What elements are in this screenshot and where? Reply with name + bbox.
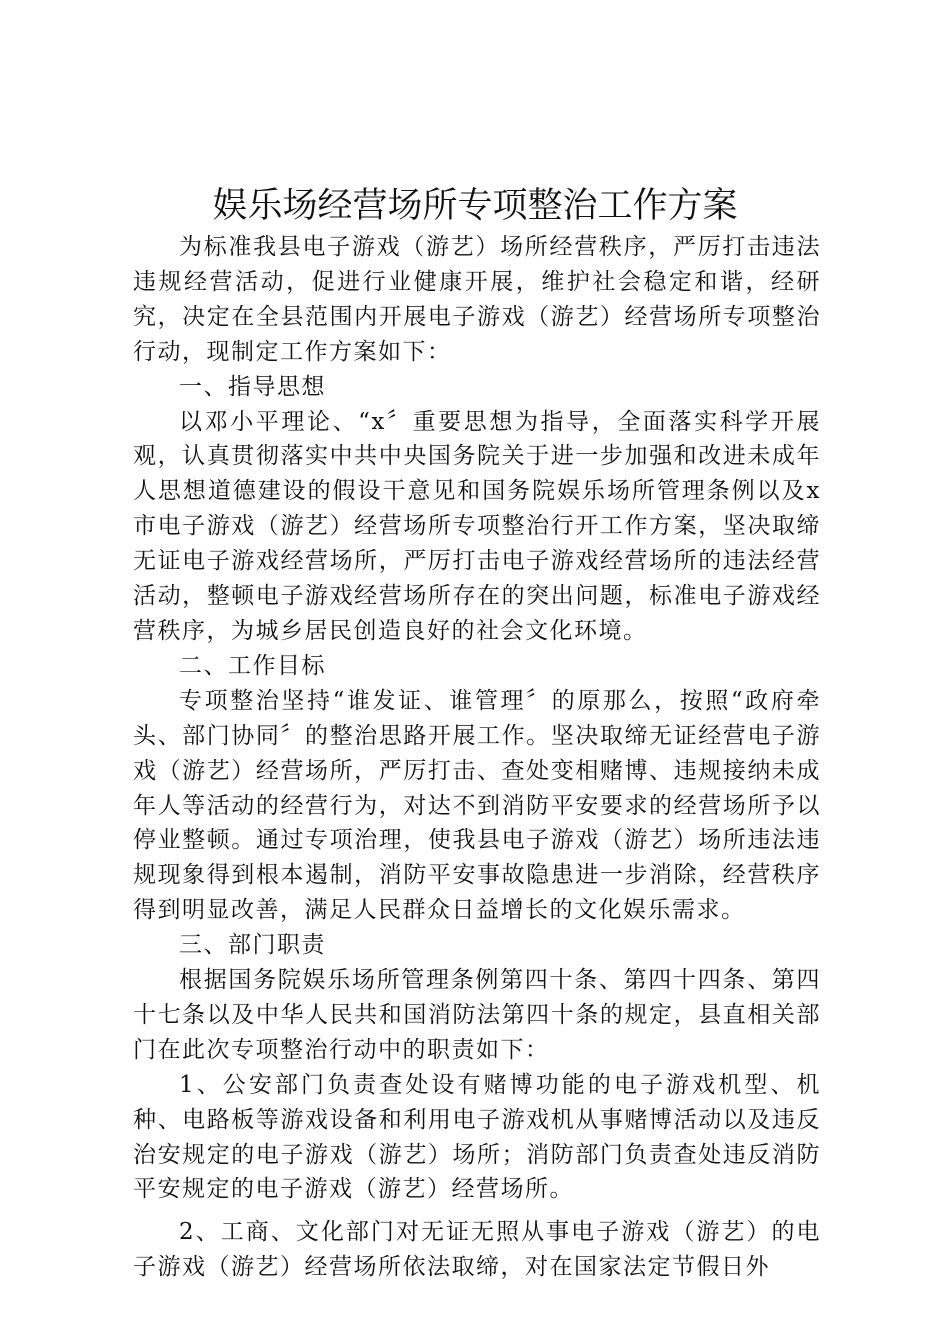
paragraph-department-duties: 根据国务院娱乐场所管理条例第四十条、第四十四条、第四十七条以及中华人民共和国消防法第四十条的规定，县直相关部门在此次专项整治行动中的职责如下： bbox=[133, 967, 821, 1063]
paragraph-guiding-thought: 以邓小平理论、“x〞重要思想为指导，全面落实科学开展观，认真贯彻落实中共中央国务院关于进一步加强和改进未成年人思想道德建设的假设干意见和国务院娱乐场所管理条例以及x市电子游戏（游艺）经营场所专项整治行开工作方案，坚决取缔无证电子游戏经营场所，严厉打击电子游戏经营场所的违法经营活动，整顿电子游戏经营场所存在的突出问题，标准电子游戏经营秩序，为城乡居民创造良好的社会文化环境。 bbox=[133, 408, 821, 644]
section-heading-guiding-thought: 一、指导思想 bbox=[179, 373, 326, 400]
paragraph-intro: 为标准我县电子游戏（游艺）场所经营秩序，严厉打击违法违规经营活动，促进行业健康开展，维护社会稳定和谐，经研究，决定在全县范围内开展电子游戏（游艺）经营场所专项整治行动，现制定工作方案如下： bbox=[133, 234, 821, 365]
paragraph-work-goals: 专项整治坚持“谁发证、谁管理〞的原那么，按照“政府牵头、部门协同〞的整治思路开展工作。坚决取缔无证经营电子游戏（游艺）经营场所，严厉打击、查处变相赌博、违规接纳未成年人等活动的经营行为，对达不到消防平安要求的经营场所予以停业整顿。通过专项治理，使我县电子游戏（游艺）场所违法违规现象得到根本遏制，消防平安事故隐患进一步消除，经营秩序得到明显改善，满足人民群众日益增长的文化娱乐需求。 bbox=[133, 687, 821, 924]
section-heading-department-duties: 三、部门职责 bbox=[179, 932, 326, 959]
paragraph-duty-item-1: 1、公安部门负责查处设有赌博功能的电子游戏机型、机种、电路板等游戏设备和利用电子游戏机从事赌博活动以及违反治安规定的电子游戏（游艺）场所；消防部门负责查处违反消防平安规定的电子游戏（游艺）经营场所。 bbox=[133, 1071, 821, 1203]
section-heading-work-goals: 二、工作目标 bbox=[179, 652, 326, 679]
paragraph-duty-item-2: 2、工商、文化部门对无证无照从事电子游戏（游艺）的电子游戏（游艺）经营场所依法取缔，对在国家法定节假日外 bbox=[133, 1219, 821, 1281]
document-title: 娱乐场经营场所专项整治工作方案 bbox=[212, 186, 738, 226]
document-body bbox=[133, 230, 821, 1285]
